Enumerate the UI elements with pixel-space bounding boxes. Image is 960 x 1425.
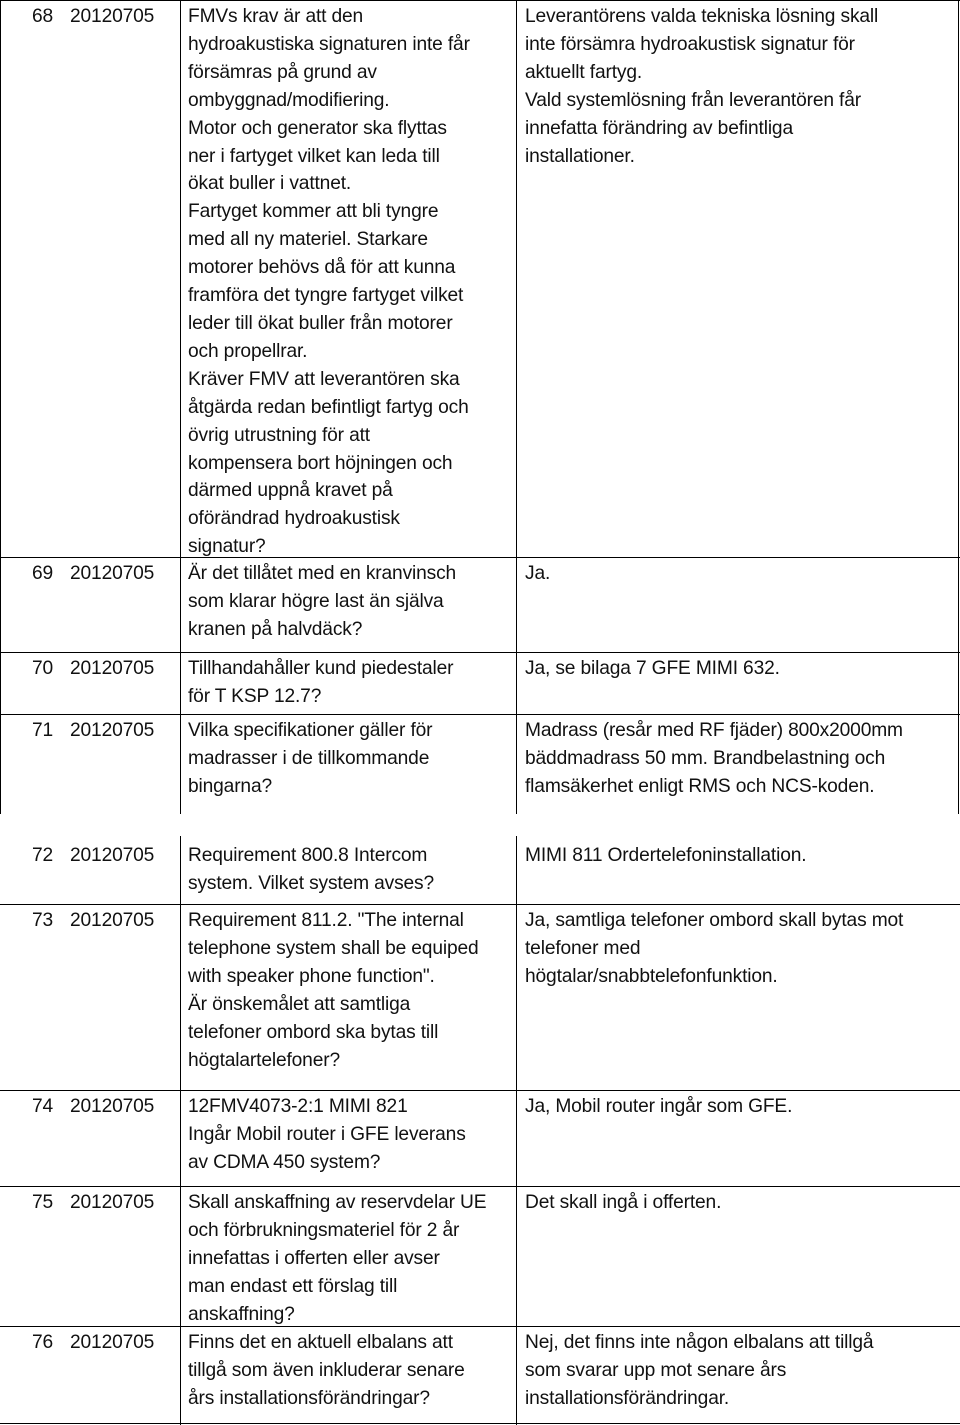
- table-row: [0, 0, 960, 557]
- question-cell: [180, 714, 516, 814]
- answer-cell: [516, 839, 960, 904]
- question-cell: [180, 557, 516, 652]
- date-cell: [68, 557, 180, 652]
- question-text: Skall anskaffning av reservdelar UE och förbrukningsmateriel för 2 år innefattas i offerten eller avser man endast ett förslag till anskaffning?: [188, 1192, 487, 1325]
- answer-cell: [516, 904, 960, 1090]
- question-cell: [180, 1326, 516, 1423]
- row-number: 69: [32, 563, 54, 584]
- question-text: Tillhandahåller kund piedestaler för T KSP 12.7?: [188, 658, 454, 707]
- row-number-cell: [0, 652, 68, 714]
- question-cell: [180, 839, 516, 904]
- row-number-cell: [0, 714, 68, 814]
- answer-cell: [516, 0, 960, 557]
- question-text: Är det tillåtet med en kranvinsch som klarar högre last än själva kranen på halvdäck?: [188, 563, 457, 640]
- table-row: [0, 1326, 960, 1423]
- date-cell: [68, 714, 180, 814]
- row-date: 20120705: [70, 720, 155, 741]
- row-number-cell: [0, 904, 68, 1090]
- row-date: 20120705: [70, 845, 155, 866]
- question-text: 12FMV4073-2:1 MIMI 821 Ingår Mobil router i GFE leverans av CDMA 450 system?: [188, 1096, 466, 1173]
- table-row: [0, 714, 960, 814]
- question-cell: [180, 0, 516, 557]
- row-date: 20120705: [70, 1332, 155, 1353]
- row-date: 20120705: [70, 6, 155, 27]
- table-row: [0, 1090, 960, 1186]
- question-text: Requirement 811.2. "The internal telephone system shall be equiped with speaker phone function". Är önskemålet att samtliga telefoner ombord ska bytas till högtalartelefoner?: [188, 910, 479, 1071]
- answer-text: Ja, Mobil router ingår som GFE.: [525, 1096, 793, 1117]
- date-cell: [68, 1326, 180, 1423]
- table-row: [0, 1186, 960, 1326]
- table-row: [0, 652, 960, 714]
- answer-text: Ja, samtliga telefoner ombord skall bytas mot telefoner med högtalar/snabbtelefonfunktion.: [525, 910, 904, 987]
- answer-text: Madrass (resår med RF fjäder) 800x2000mm bäddmadrass 50 mm. Brandbelastning och flamsäkerhet enligt RMS och NCS-koden.: [525, 720, 903, 797]
- question-text: Requirement 800.8 Intercom system. Vilket system avses?: [188, 845, 435, 894]
- answer-cell: [516, 714, 960, 814]
- question-cell: [180, 1090, 516, 1186]
- row-number: 71: [32, 720, 54, 741]
- date-cell: [68, 1186, 180, 1326]
- date-cell: [68, 839, 180, 904]
- row-date: 20120705: [70, 1192, 155, 1213]
- row-number: 68: [32, 6, 54, 27]
- question-text: FMVs krav är att den hydroakustiska signaturen inte får försämras på grund av ombyggnad/modifiering. Motor och generator ska flyttas ner i fartyget vilket kan leda till ökat buller i vattnet. Fartyget kommer att bli tyngre med all ny materiel. Starkare motorer behövs då för att kunna framföra det tyngre fartyget vilket leder till ökat buller från motorer och propellrar. Kräver FMV att leverantören ska åtgärda redan befintligt fartyg och övrig utrustning för att kompensera bort höjningen och därmed uppnå kravet på oförändrad hydroakustisk signatur?: [188, 6, 470, 558]
- answer-cell: [516, 1326, 960, 1423]
- answer-text: Leverantörens valda tekniska lösning skall inte försämra hydroakustisk signatur för aktuellt fartyg. Vald systemlösning från leverantören får innefatta förändring av befintliga installationer.: [525, 6, 879, 167]
- row-number-cell: [0, 557, 68, 652]
- row-number: 73: [32, 910, 54, 931]
- row-number: 75: [32, 1192, 54, 1213]
- row-date: 20120705: [70, 1096, 155, 1117]
- question-text: Finns det en aktuell elbalans att tillgå som även inkluderar senare års installationsförändringar?: [188, 1332, 465, 1409]
- row-number-cell: [0, 0, 68, 557]
- answer-text: Det skall ingå i offerten.: [525, 1192, 722, 1213]
- answer-text: Ja.: [525, 563, 551, 584]
- answer-cell: [516, 1186, 960, 1326]
- answer-cell: [516, 1090, 960, 1186]
- row-number: 74: [32, 1096, 54, 1117]
- answer-text: Ja, se bilaga 7 GFE MIMI 632.: [525, 658, 780, 679]
- question-cell: [180, 1186, 516, 1326]
- table-row: [0, 839, 960, 904]
- date-cell: [68, 652, 180, 714]
- row-date: 20120705: [70, 563, 155, 584]
- answer-text: Nej, det finns inte någon elbalans att tillgå som svarar upp mot senare års installationsförändringar.: [525, 1332, 874, 1409]
- answer-cell: [516, 557, 960, 652]
- question-text: Vilka specifikationer gäller för madrasser i de tillkommande bingarna?: [188, 720, 433, 797]
- row-date: 20120705: [70, 910, 155, 931]
- row-number-cell: [0, 1090, 68, 1186]
- date-cell: [68, 904, 180, 1090]
- row-number-cell: [0, 1186, 68, 1326]
- date-cell: [68, 0, 180, 557]
- question-cell: [180, 904, 516, 1090]
- row-number: 70: [32, 658, 54, 679]
- row-date: 20120705: [70, 658, 155, 679]
- date-cell: [68, 1090, 180, 1186]
- table-row: [0, 557, 960, 652]
- row-number-cell: [0, 839, 68, 904]
- answer-cell: [516, 652, 960, 714]
- answer-text: MIMI 811 Ordertelefoninstallation.: [525, 845, 807, 866]
- row-number: 72: [32, 845, 54, 866]
- row-number: 76: [32, 1332, 54, 1353]
- table-row: [0, 904, 960, 1090]
- question-cell: [180, 652, 516, 714]
- row-separator: [0, 1423, 960, 1424]
- row-number-cell: [0, 1326, 68, 1423]
